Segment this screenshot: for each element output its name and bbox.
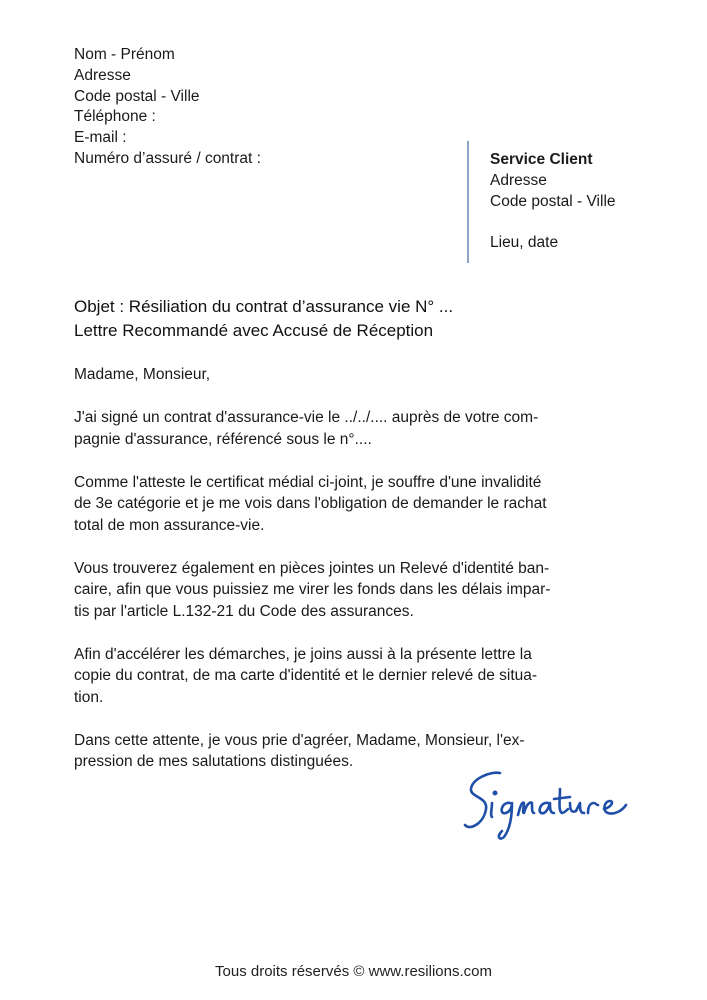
- text-line: tis par l'article L.132-21 du Code des assurances.: [74, 602, 414, 620]
- text-line: total de mon assurance-vie.: [74, 516, 265, 534]
- recipient-address: Adresse: [490, 171, 547, 189]
- paragraph-contract: [74, 407, 634, 450]
- spacer: [490, 212, 616, 233]
- letter-body: [74, 364, 634, 794]
- sender-name: Nom - Prénom: [74, 46, 175, 63]
- sender-phone: Téléphone :: [74, 108, 156, 126]
- paragraph-attachments: [74, 644, 634, 709]
- paragraph-bank-details: [74, 558, 634, 623]
- salutation: Madame, Monsieur,: [74, 366, 211, 383]
- recipient-city: Code postal - Ville: [490, 192, 616, 210]
- place-date: Lieu, date: [490, 234, 559, 252]
- text-line: caire, afin que vous puissiez me virer les fonds dans les délais impar-: [74, 581, 551, 598]
- subject-line: Objet : Résiliation du contrat d’assurance vie N° ...: [74, 297, 454, 316]
- text-line: Comme l'atteste le certificat médial ci-joint, je souffre d'une invalidité: [74, 473, 542, 491]
- paragraph-invalidity: [74, 472, 634, 537]
- text-line: Dans cette attente, je vous prie d'agréer, Madame, Monsieur, l'ex-: [74, 731, 525, 749]
- recipient-name: Service Client: [490, 151, 593, 168]
- recipient-block: [490, 150, 616, 254]
- sender-email: E-mail :: [74, 129, 127, 147]
- text-line: copie du contrat, de ma carte d'identité et le dernier relevé de situa-: [74, 667, 538, 684]
- sender-block: [74, 45, 261, 170]
- text-line: pagnie d'assurance, référencé sous le n°....: [74, 430, 372, 448]
- footer-copyright: Tous droits réservés © www.resilions.com: [215, 963, 492, 980]
- sender-city: Code postal - Ville: [74, 87, 200, 105]
- text-line: J'ai signé un contrat d'assurance-vie le ../../.... auprès de votre com-: [74, 409, 539, 426]
- text-line: Vous trouverez également en pièces jointes un Relevé d'identité ban-: [74, 559, 550, 577]
- text-line: pression de mes salutations distinguées.: [74, 753, 354, 770]
- signature: [462, 765, 637, 845]
- text-line: Afin d'accélérer les démarches, je joins aussi à la présente lettre la: [74, 645, 532, 663]
- recipient-divider: [467, 141, 469, 263]
- delivery-method: Lettre Recommandé avec Accusé de Réception: [74, 321, 434, 340]
- sender-contract-number: Numéro d’assuré / contrat :: [74, 149, 261, 167]
- letter-subject: [74, 295, 453, 343]
- text-line: tion.: [74, 688, 104, 706]
- sender-address: Adresse: [74, 66, 131, 84]
- text-line: de 3e catégorie et je me vois dans l'obligation de demander le rachat: [74, 495, 547, 512]
- signature-icon: [462, 765, 637, 845]
